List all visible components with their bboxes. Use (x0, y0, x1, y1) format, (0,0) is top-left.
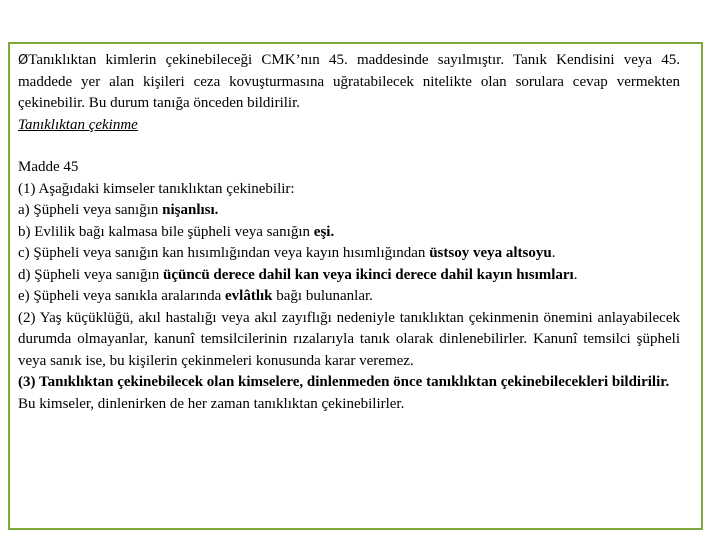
clause-3-bold: (3) Tanıklıktan çekinebilecek olan kimselere, dinlenmeden önce tanıklıktan çekinebilecekleri bildirilir. (18, 374, 670, 390)
item-d-text: d) Şüpheli veya sanığın (18, 266, 163, 283)
item-e-text: e) Şüpheli veya sanıkla aralarında (18, 288, 225, 304)
clause-2: (2) Yaş küçüklüğü, akıl hastalığı veya akıl zayıflığı nedeniyle tanıklıktan çekinmenin önemini anlayabilecek durumda olmayanlar, kanunî temsilcilerinin rızalarıyla tanık olarak dinlenebilirler. Kanunî temsilci şüpheli veya sanık ise, bu kişilerin çekinmeleri konusunda karar veremez. (18, 309, 680, 369)
item-b-bold: eşi. (313, 223, 335, 240)
item-e-bold: evlâtlık (225, 288, 273, 304)
item-a-bold: nişanlısı. (162, 202, 219, 218)
item-c (18, 243, 680, 265)
article-45 (18, 157, 680, 415)
item-c-bold: üstsoy veya altsoyu (429, 245, 552, 261)
item-a-text: a) Şüpheli veya sanığın (18, 202, 163, 218)
item-c-end: . (551, 245, 556, 261)
item-c-text: c) Şüpheli veya sanığın kan hısımlığından veya kayın hısımlığından (18, 245, 430, 261)
item-e (18, 286, 680, 308)
item-d (18, 265, 680, 287)
clause-1: (1) Aşağıdaki kimseler tanıklıktan çekinebilir: (18, 180, 295, 197)
item-e-end: bağı bulunanlar. (272, 288, 373, 304)
clause-3 (18, 372, 680, 415)
article-title: Madde 45 (18, 159, 79, 175)
clause-3-text: Bu kimseler, dinlenirken de her zaman tanıklıktan çekinebilirler. (18, 395, 405, 412)
item-b (18, 222, 680, 244)
item-d-bold: üçüncü derece dahil kan veya ikinci derece dahil kayın hısımları (162, 266, 574, 283)
intro-paragraph (18, 50, 680, 115)
section-heading: Tanıklıktan çekinme (18, 116, 138, 133)
intro-text: Tanıklıktan kimlerin çekinebileceği CMK’nın 45. maddesinde sayılmıştır. Tanık Kendisini veya 45. maddede yer alan kişileri ceza kovuşturmasına uğratabilecek nitelikte olan sorulara cevap vermekten çekinebilir. Bu durum tanığa önceden bildirilir. (18, 52, 680, 111)
item-a (18, 200, 680, 222)
item-d-end: . (573, 266, 578, 283)
arrow-bullet-icon: Ø (18, 53, 29, 68)
item-b-text: b) Evlilik bağı kalmasa bile şüpheli veya sanığın (18, 223, 314, 240)
document-body (18, 50, 680, 415)
